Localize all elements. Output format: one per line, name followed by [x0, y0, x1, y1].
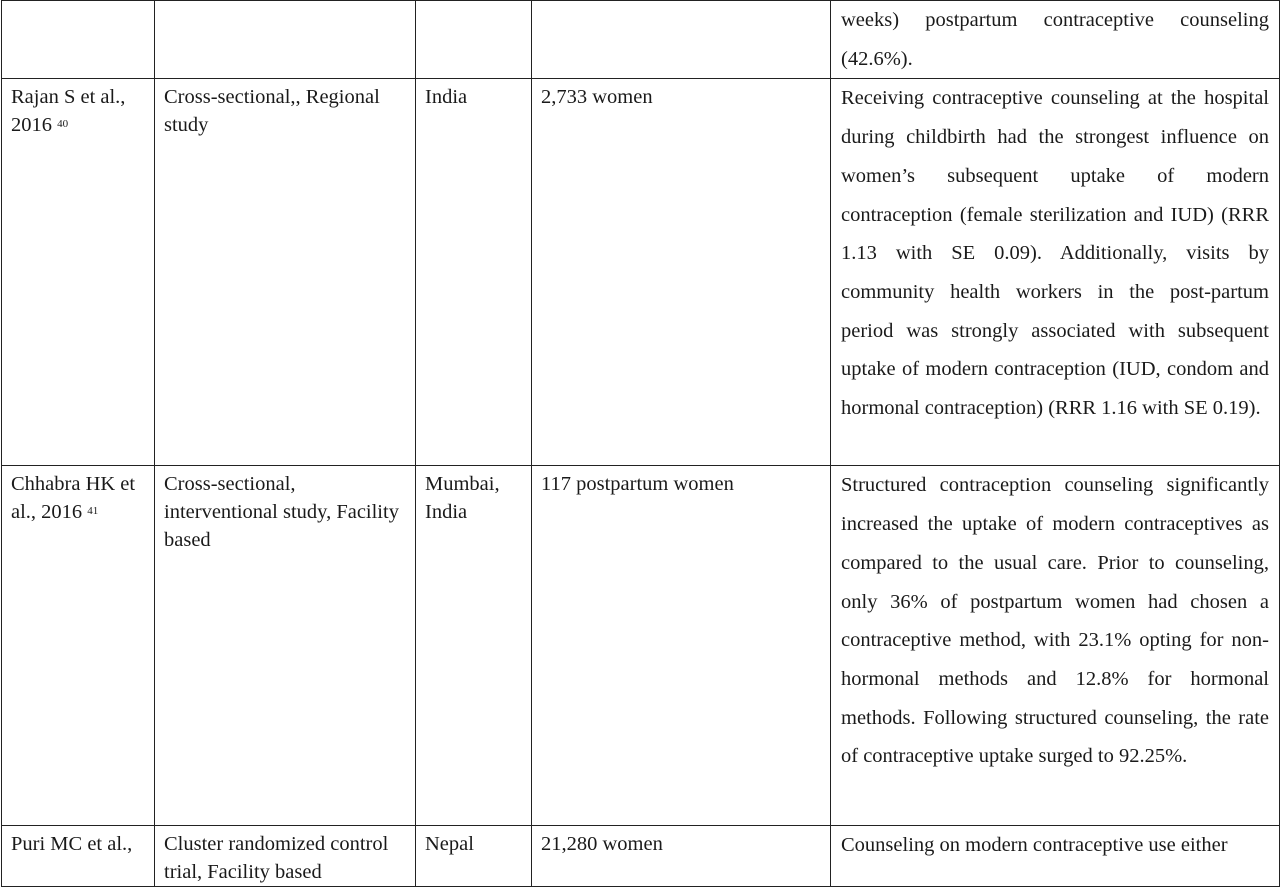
reference-number: 40	[57, 118, 69, 131]
author-cell	[2, 1, 155, 79]
studies-table	[1, 0, 1280, 887]
author-text: Rajan S et al., 2016	[11, 86, 126, 137]
design-cell: Cross-sectional,, Regional study	[155, 79, 416, 466]
author-cell	[2, 79, 155, 466]
design-cell: Cluster randomized control trial, Facility based	[155, 826, 416, 887]
setting-cell: Mumbai, India	[416, 466, 532, 826]
design-cell: Cross-sectional, interventional study, Facility based	[155, 466, 416, 826]
findings-cell: weeks) postpartum contraceptive counseling (42.6%).	[831, 1, 1280, 79]
table-row	[2, 826, 1280, 887]
sample-cell: 2,733 women	[532, 79, 831, 466]
setting-cell	[416, 1, 532, 79]
reference-number: 41	[87, 505, 99, 518]
sample-cell: 21,280 women	[532, 826, 831, 887]
findings-cell: Receiving contraceptive counseling at the hospital during childbirth had the strongest influence on women’s subsequent uptake of modern contraception (female sterilization and IUD) (RRR 1.13 with SE 0.09). Additionally, visits by community health workers in the post-partum period was strongly associated with subsequent uptake of modern contraception (IUD, condom and hormonal contraception) (RRR 1.16 with SE 0.19).	[831, 79, 1280, 466]
setting-cell: India	[416, 79, 532, 466]
findings-cell: Structured contraception counseling significantly increased the uptake of modern contraceptives as compared to the usual care. Prior to counseling, only 36% of postpartum women had chosen a contraceptive method, with 23.1% opting for non-hormonal methods and 12.8% for hormonal methods. Following structured counseling, the rate of contraceptive uptake surged to 92.25%.	[831, 466, 1280, 826]
findings-cell: Counseling on modern contraceptive use either	[831, 826, 1280, 887]
table-row	[2, 1, 1280, 79]
design-cell	[155, 1, 416, 79]
author-text: Chhabra HK et al., 2016	[11, 473, 136, 524]
author-cell: Puri MC et al.,	[2, 826, 155, 887]
sample-cell	[532, 1, 831, 79]
table-row	[2, 466, 1280, 826]
author-cell	[2, 466, 155, 826]
setting-cell: Nepal	[416, 826, 532, 887]
table-row	[2, 79, 1280, 466]
sample-cell: 117 postpartum women	[532, 466, 831, 826]
